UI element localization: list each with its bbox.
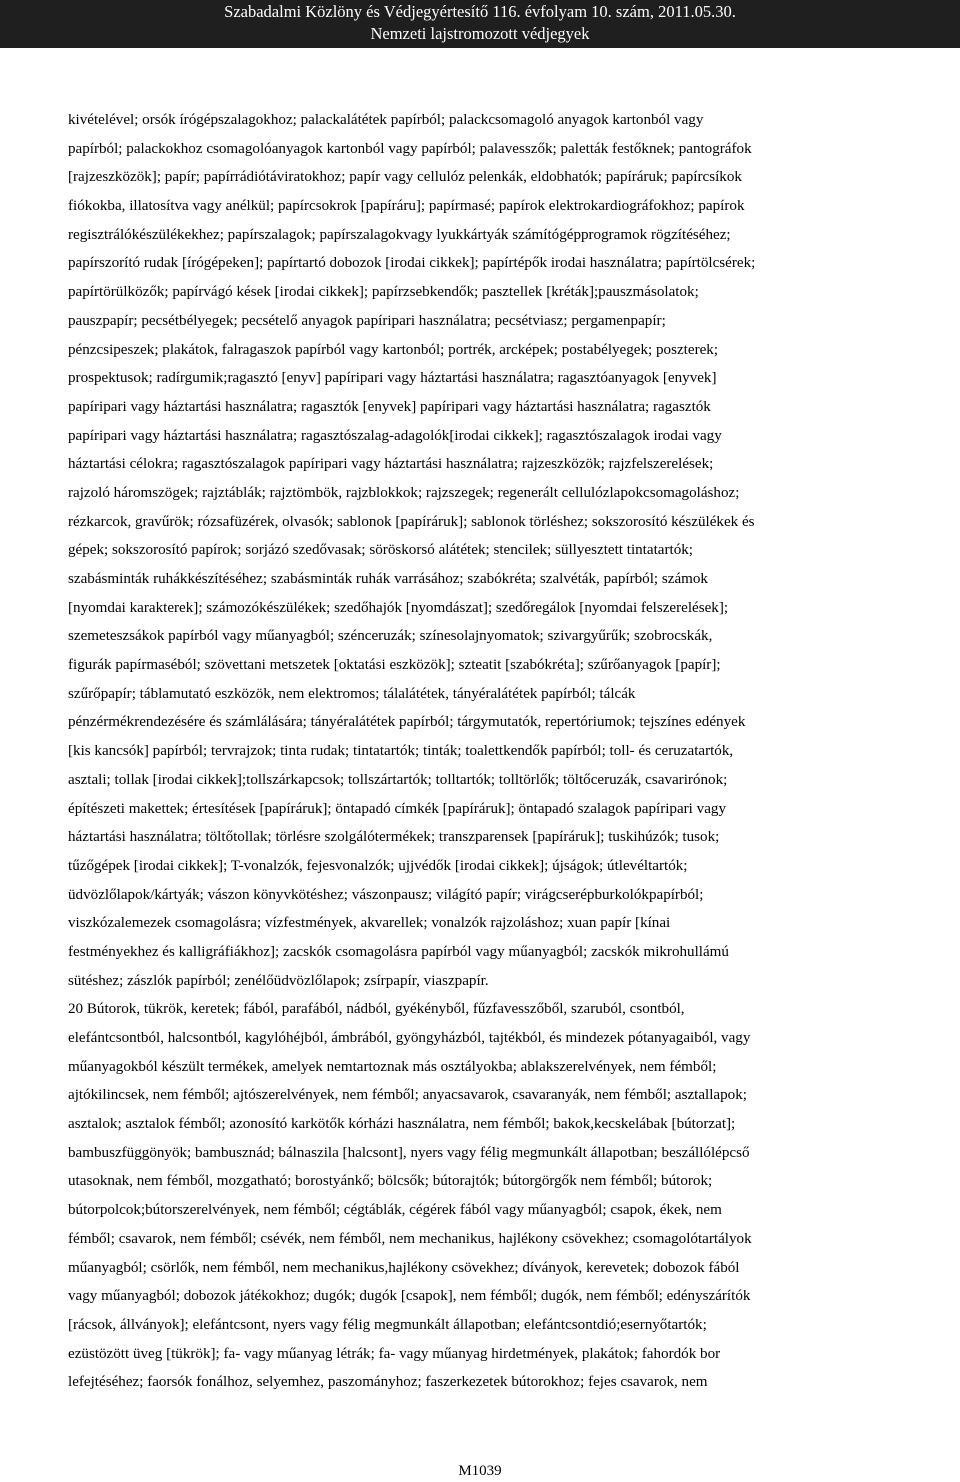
text-line: bútorpolcok;bútorszerelvények, nem fémből; cégtáblák, cégérek fából vagy műanyagból; csapok, ékek, nem [68,1202,722,1219]
text-line: papírból; palackokhoz csomagolóanyagok kartonból vagy papírból; palavesszők; paletták festőknek; pantográfok [68,140,752,157]
text-line: ajtókilincsek, nem fémből; ajtószerelvények, nem fémből; anyacsavarok, csavaranyák, nem fémből; asztallapok; [68,1087,747,1104]
text-line: [kis kancsók] papírból; tervrajzok; tinta rudak; tintatartók; tinták; toalettkendők papírból; toll- és ceruzatartók, [68,743,734,760]
text-line: festményekhez és kalligráfiákhoz]; zacskók csomagolásra papírból vagy műanyagból; zacskók mikrohullámú [68,943,729,960]
text-line: fiókokba, illatosítva vagy anélkül; papírcsokrok [papíráru]; papírmasé; papírok elektrokardiográfokhoz; papírok [68,198,745,215]
text-line: fémből; csavarok, nem fémből; csévék, nem fémből, nem mechanikus, hajlékony csövekhez; csomagolótartályok [68,1230,752,1247]
text-line: bambuszfüggönyök; bambusznád; bálnaszila [halcsont], nyers vagy félig megmunkált állapotban; beszállólépcső [68,1144,750,1161]
text-line: szűrőpapír; táblamutató eszközök, nem elektromos; tálalátétek, tányéralátétek papírból; tálcák [68,685,636,702]
text-line: [nyomdai karakterek]; számozókészülékek; szedőhajók [nyomdászat]; szedőregálok [nyomdai felszerelések]; [68,599,729,616]
text-line: építészeti makettek; értesítések [papíráruk]; öntapadó címkék [papíráruk]; öntapadó szalagok papíripari vagy [68,800,726,817]
text-line: műanyagokból készült termékek, amelyek nemtartoznak más osztályokba; ablakszerelvények, nem fémből; [68,1058,717,1075]
text-line: [rajzeszközök]; papír; papírrádiótáviratokhoz; papír vagy cellulóz pelenkák, eldobhatók; papíráruk; papírcsíkok [68,169,742,186]
text-line: ezüstözött üveg [tükrök]; fa- vagy műanyag létrák; fa- vagy műanyag hirdetmények, plakátok; fahordók bor [68,1345,721,1362]
text-line: elefántcsontból, halcsontból, kagylóhéjból, ámbrából, gyöngyházból, tajtékból, és mindezek pótanyagaiból, vagy [68,1030,751,1046]
text-line: prospektusok; radírgumik;ragasztó [enyv] papíripari vagy háztartási használatra; ragasztóanyagok [enyvek] [68,370,717,387]
text-line: pénzcsipeszek; plakátok, falragaszok papírból vagy kartonból; portrék, arcképek; postabélyegek; poszterek; [68,341,719,358]
text-line: figurák papírmaséból; szövettani metszetek [oktatási eszközök]; szteatit [szabókréta]; szűrőanyagok [papír]; [68,657,721,674]
text-line: 20 Bútorok, tükrök, keretek; fából, parafából, nádból, gyékényből, fűzfavesszőből, szaruból, csontból, [68,1001,685,1018]
journal-title: Szabadalmi Közlöny és Védjegyértesítő 116. évfolyam 10. szám, 2011.05.30. [224,2,736,21]
text-line: asztali; tollak [irodai cikkek];tollszárkapcsok; tollszártartók; tolltartók; tolltörlők; töltőceruzák, csavarirónok; [68,771,728,788]
text-line: műanyagból; csörlők, nem fémből, nem mechanikus,hajlékony csövekhez; díványok, kerevetek; dobozok fából [68,1259,740,1276]
text-line: rajzoló háromszögek; rajztáblák; rajztömbök, rajzblokkok; rajzszegek; regenerált cellulózlapokcsomagoláshoz; [68,484,740,501]
text-line: utasoknak, nem fémből, mozgatható; borostyánkő; bölcsők; bútorajtók; bútorgörgők nem fémből; bútorok; [68,1173,713,1190]
text-line: regisztrálókészülékekhez; papírszalagok; papírszalagokvagy lyukkártyák számítógépprogramok rögzítéséhez; [68,226,731,243]
text-line: háztartási célokra; ragasztószalagok papíripari vagy háztartási használatra; rajzeszközök; rajzfelszerelések; [68,456,714,473]
text-line: pénzérmékrendezésére és számlálására; tányéralátétek papírból; tárgymutatók, repertóriumok; tejszínes edények [68,714,746,731]
text-line: papíripari vagy háztartási használatra; ragasztók [enyvek] papíripari vagy háztartási használatra; ragasztók [68,398,711,415]
text-line: tűzőgépek [irodai cikkek]; T-vonalzók, fejesvonalzók; ujjvédők [irodai cikkek]; újságok; útlevéltartók; [68,857,688,874]
text-line: rézkarcok, gravűrök; rózsafüzérek, olvasók; sablonok [papíráruk]; sablonok törléshez; sokszorosító készülékek és [68,513,755,530]
text-line: háztartási használatra; töltőtollak; törlésre szolgálótermékek; transzparensek [papíráruk]; tuskihúzók; tusok; [68,829,720,846]
text-line: szemeteszsákok papírból vagy műanyagból; szénceruzák; színesolajnyomatok; szivargyűrűk; szobrocskák, [68,628,713,645]
text-line: szabásminták ruhákkészítéséhez; szabásminták ruhák varrásához; szabókréta; szalvéták, papírból; számok [68,571,708,587]
text-line: üdvözlőlapok/kártyák; vászon könyvkötéshez; vászonpausz; világító papír; virágcserépburkolókpapírból; [68,886,704,903]
text-line: gépek; sokszorosító papírok; sorjázó szedővasak; söröskorsó alátétek; stencilek; süllyesztett tintatartók; [68,542,693,559]
text-line: papíripari vagy háztartási használatra; ragasztószalag-adagolók[irodai cikkek]; ragasztószalagok irodai vagy [68,427,722,444]
text-line: pauszpapír; pecsétbélyegek; pecsételő anyagok papíripari használatra; pecsétviasz; pergamenpapír; [68,312,666,329]
section-title: Nemzeti lajstromozott védjegyek [370,24,590,43]
page-header [0,0,960,48]
text-line: papírtörülközők; papírvágó kések [irodai cikkek]; papírzsebkendők; pasztellek [kréták];pauszmásolatok; [68,284,699,301]
text-line: vagy műanyagból; dobozok játékokhoz; dugók; dugók [csapok], nem fémből; dugók, nem fémből; edényszárítók [68,1288,751,1305]
text-line: papírszorító rudak [írógépeken]; papírtartó dobozok [irodai cikkek]; papírtépők irodai használatra; papírtölcsérek; [68,255,756,272]
text-line: asztalok; asztalok fémből; azonosító karkötők kórházi használatra, nem fémből; bakok,kecskelábak [bútorzat]; [68,1116,736,1133]
page-number: M1039 [458,1463,502,1479]
text-line: sütéshez; zászlók papírból; zenélőüdvözlőlapok; zsírpapír, viaszpapír. [68,972,489,989]
text-line: [rácsok, állványok]; elefántcsont, nyers vagy félig megmunkált állapotban; elefántcsontdió;esernyőtartók; [68,1316,707,1333]
text-line: kivételével; orsók írógépszalagokhoz; palackalátétek papírból; palackcsomagoló anyagok kartonból vagy [68,112,704,128]
body-text [68,106,908,1397]
text-line: viszkózalemezek csomagolásra; vízfestmények, akvarellek; vonalzók rajzoláshoz; xuan papír [kínai [68,915,671,932]
text-line: lefejtéséhez; faorsók fonálhoz, selyemhez, paszományhoz; faszerkezetek bútorokhoz; fejes csavarok, nem [68,1374,708,1391]
